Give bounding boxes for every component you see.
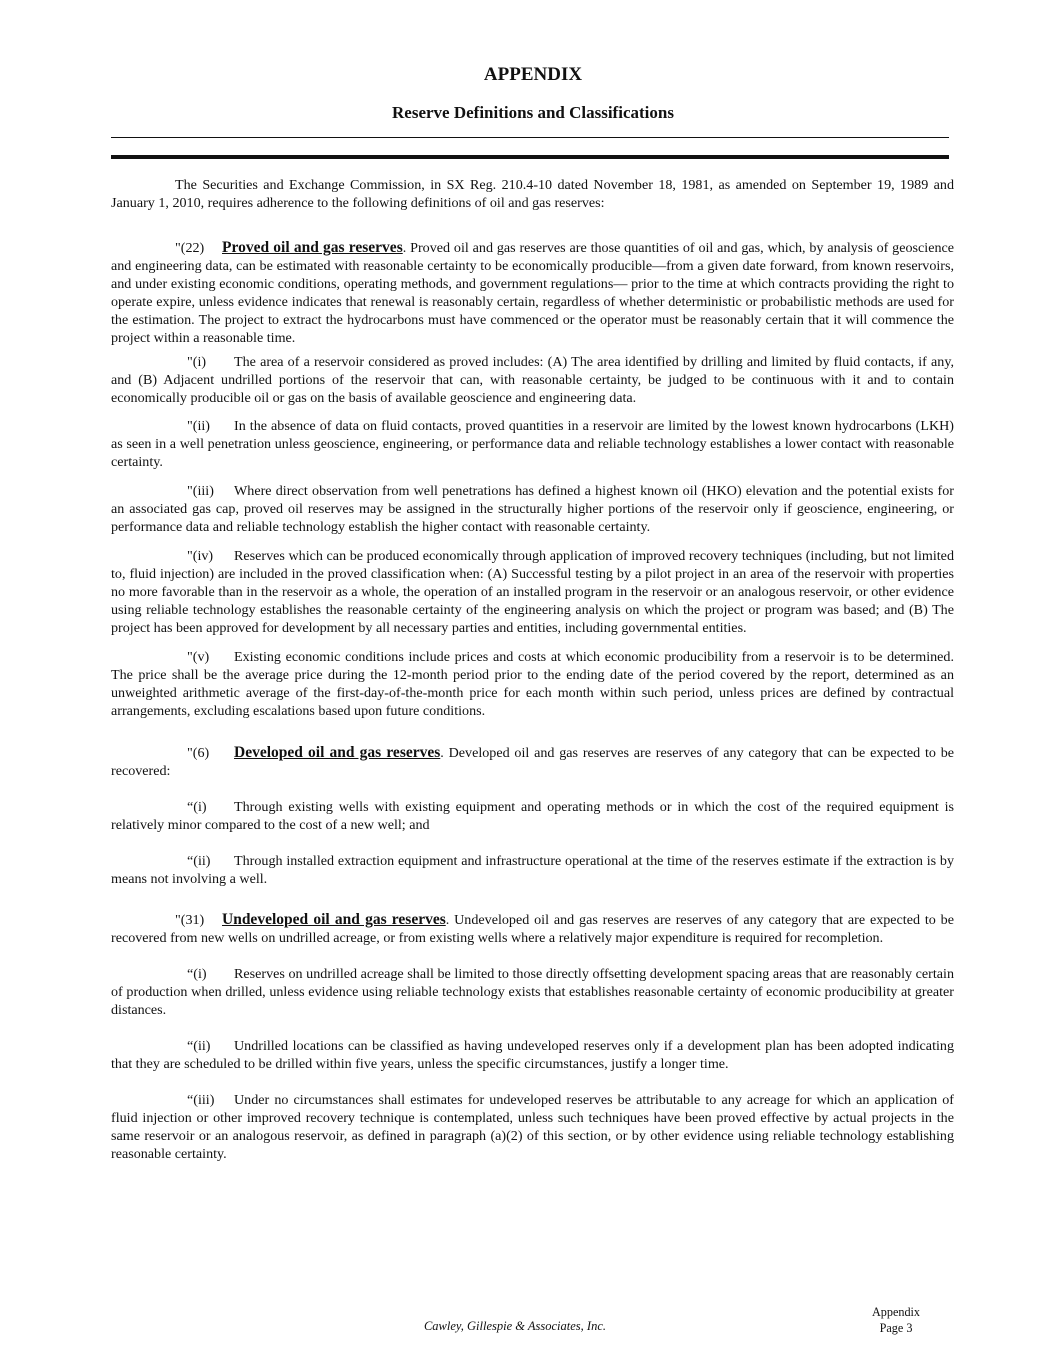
item-text: Under no circumstances shall estimates for undeveloped reserves be attributable to any acreage for which an application of fluid injection or other improved recovery technique is contemplated, unless such techniques have been proved effective by actual projects in the same reservoir or an analogous reservoir, as defined in paragraph (a)(2) of this section, or by other evidence using reliable technology establishing reasonable certainty. [111,1092,954,1162]
footer-page-info [856,1304,936,1336]
item-text: Reserves on undrilled acreage shall be limited to those directly offsetting development spacing areas that are reasonably certain of production when drilled, unless evidence using reliable technology exists that establishes reasonable certainty of economic producibility at greater distances. [111,966,954,1018]
item-text: Through existing wells with existing equipment and operating methods or in which the cost of the required equipment is relatively minor compared to the cost of a new well; and [111,799,954,833]
section-marker: "(22) [175,240,205,256]
item-text: In the absence of data on fluid contacts, proved quantities in a reservoir are limited by the lowest known hydrocarbons (LKH) as seen in a well penetration unless geoscience, engineering, or performance data and reliable technology establishes a lower contact with reasonable certainty. [111,418,954,470]
section-heading: Undeveloped oil and gas reserves [222,911,446,928]
item-text: Where direct observation from well penetrations has defined a highest known oil (HKO) elevation and the potential exists for an associated gas cap, proved oil reserves may be assigned in the structurally higher portions of the reservoir only if geoscience, engineering, or performance data and reliable technology establish the higher contact with reasonable certainty. [111,483,954,535]
section-marker: "(6) [187,745,210,761]
list-item [111,482,954,536]
section-text: . Undeveloped oil and gas reserves are reserves of any category that are expected to be recovered from new wells on undrilled acreage, or from existing wells where a relatively major expenditure is required for recompletion. [111,912,954,946]
section-text: . Developed oil and gas reserves are reserves of any category that can be expected to be recovered: [111,745,955,779]
footer-label: Appendix [871,1305,921,1319]
item-marker: "(v) [187,649,210,665]
item-text: Existing economic conditions include prices and costs at which economic producibility from a reservoir is to be determined. The price shall be the average price during the 12-month period prior to the ending date of the period covered by the report, determined as an unweighted arithmetic average of the first-day-of-the-month price for each month within such period, unless prices are defined by contractual arrangements, excluding escalations based upon future conditions. [111,649,954,719]
item-marker: “(i) [187,799,207,815]
list-item [111,798,954,834]
item-marker: "(iii) [187,483,214,499]
list-item [111,965,954,1019]
list-item [111,547,954,637]
item-text: Undrilled locations can be classified as having undeveloped reserves only if a development plan has been adopted indicating that they are scheduled to be drilled within five years, unless the specific circumstances, justify a longer time. [111,1038,954,1072]
section-heading: Developed oil and gas reserves [234,744,441,761]
item-text: Reserves which can be produced economically through application of improved recovery techniques (including, but not limited to, fluid injection) are included in the proved classification when: (A) Successful testing by a pilot project in an area of the reservoir with properties no more favorable than in the reservoir as a whole, the operation of an installed program in the reservoir or an analogous reservoir, or other evidence using reliable technology establishes the reasonable certainty of the engineering analysis on which the project or program was based; and (B) The project has been approved for development by all necessary parties and entities, including governmental entities. [111,548,954,636]
section-marker: "(31) [175,912,205,928]
section-proved-reserves [111,239,954,347]
list-item [111,353,954,407]
page-number: Page 3 [879,1321,913,1335]
divider-thick [111,155,949,159]
section-heading: Proved oil and gas reserves [222,239,403,256]
page-subtitle: Reserve Definitions and Classifications [392,103,674,122]
item-marker: "(iv) [187,548,214,564]
item-text: Through installed extraction equipment and infrastructure operational at the time of the reserves estimate if the extraction is by means not involving a well. [111,853,954,887]
section-developed-reserves [111,744,954,780]
item-marker: “(i) [187,966,207,982]
page-title: APPENDIX [483,64,583,85]
item-marker: “(iii) [187,1092,215,1108]
intro-paragraph: The Securities and Exchange Commission, in SX Reg. 210.4-10 dated November 18, 1981, as amended on September 19, 1989 and January 1, 2010, requires adherence to the following definitions of oil and gas reserves: [111,177,954,211]
document-body [111,176,954,1163]
section-text: . Proved oil and gas reserves are those quantities of oil and gas, which, by analysis of geoscience and engineering data, can be estimated with reasonable certainty to be economically producible—from a given date forward, from known reservoirs, and under existing economic conditions, operating methods, and government regulations— prior to the time at which contracts providing the right to operate expire, unless evidence indicates that renewal is reasonably certain, regardless of whether deterministic or probabilistic methods are used for the estimation. The project to extract the hydrocarbons must have commenced or the operator must be reasonably certain that it will commence the project within a reasonable time. [111,240,955,346]
item-text: The area of a reservoir considered as proved includes: (A) The area identified by drilling and limited by fluid contacts, if any, and (B) Adjacent undrilled portions of the reservoir that can, with reasonable certainty, be judged to be continuous with it and to contain economically producible oil or gas on the basis of available geoscience and engineering data. [111,354,954,406]
list-item [111,1091,954,1163]
section-undeveloped-reserves [111,911,954,947]
list-item [111,1037,954,1073]
list-item [111,852,954,888]
item-marker: "(i) [187,354,207,370]
list-item [111,648,954,720]
item-marker: "(ii) [187,418,210,434]
list-item [111,417,954,471]
footer-company: Cawley, Gillespie & Associates, Inc. [423,1319,607,1333]
item-marker: “(ii) [187,1038,211,1054]
divider-thin [111,137,949,138]
item-marker: “(ii) [187,853,211,869]
